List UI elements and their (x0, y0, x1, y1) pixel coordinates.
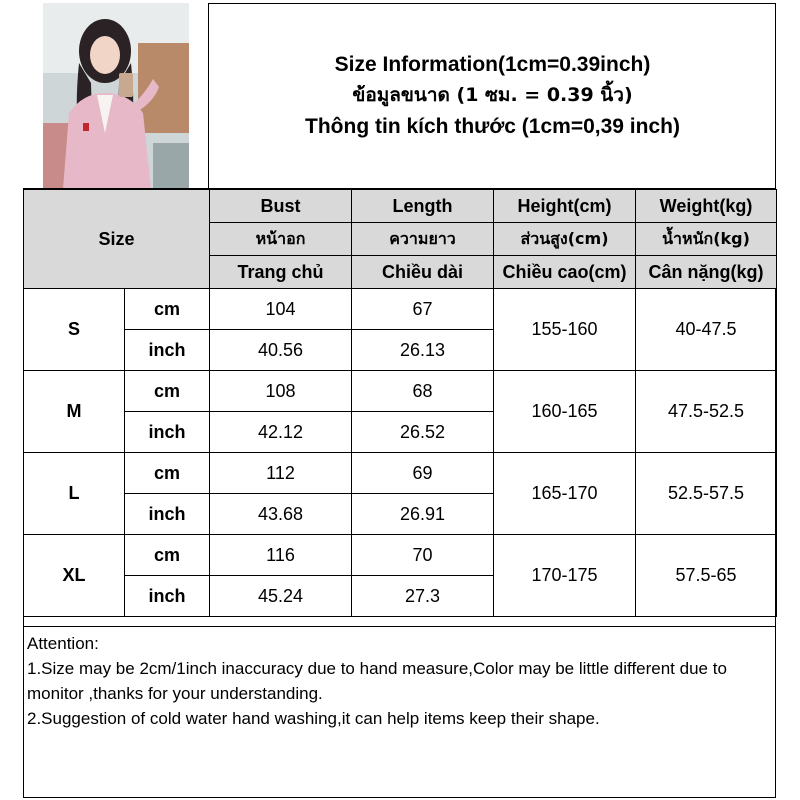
length-cm-value: 67 (352, 289, 494, 330)
col-bust-vi: Trang chủ (210, 256, 352, 289)
length-cm-value: 68 (352, 371, 494, 412)
title-english: Size Information(1cm=0.39inch) (334, 53, 651, 76)
bust-cm-value: 112 (210, 453, 352, 494)
bust-cm-value: 104 (210, 289, 352, 330)
bust-inch-value: 42.12 (210, 412, 352, 453)
col-length-vi: Chiều dài (352, 256, 494, 289)
weight-range: 57.5-65 (636, 535, 777, 617)
unit-inch: inch (125, 576, 210, 617)
title-vietnamese: Thông tin kích thước (1cm=0,39 inch) (305, 115, 680, 138)
col-length-en: Length (352, 190, 494, 223)
bust-cm-value: 116 (210, 535, 352, 576)
col-weight-en: Weight(kg) (636, 190, 777, 223)
size-table (23, 189, 777, 617)
attention-heading: Attention: (27, 634, 99, 653)
unit-cm: cm (125, 535, 210, 576)
size-label-s: S (24, 289, 125, 371)
height-range: 165-170 (494, 453, 636, 535)
col-bust-th: หน้าอก (210, 223, 352, 256)
bust-inch-value: 40.56 (210, 330, 352, 371)
unit-inch: inch (125, 330, 210, 371)
unit-cm: cm (125, 453, 210, 494)
bust-inch-value: 43.68 (210, 494, 352, 535)
unit-cm: cm (125, 371, 210, 412)
weight-range: 40-47.5 (636, 289, 777, 371)
length-inch-value: 26.13 (352, 330, 494, 371)
height-range: 170-175 (494, 535, 636, 617)
size-information-header (209, 3, 776, 189)
unit-inch: inch (125, 494, 210, 535)
attention-notes (23, 626, 776, 798)
col-bust-en: Bust (210, 190, 352, 223)
size-label-l: L (24, 453, 125, 535)
col-height-vi: Chiều cao(cm) (494, 256, 636, 289)
bust-inch-value: 45.24 (210, 576, 352, 617)
note-washing: 2.Suggestion of cold water hand washing,it can help items keep their shape. (27, 709, 600, 728)
height-range: 155-160 (494, 289, 636, 371)
length-inch-value: 26.91 (352, 494, 494, 535)
weight-range: 47.5-52.5 (636, 371, 777, 453)
col-weight-th: น้ำหนัก(kg) (636, 223, 777, 256)
model-photo-illustration (43, 3, 189, 189)
product-photo (23, 3, 209, 189)
unit-inch: inch (125, 412, 210, 453)
length-cm-value: 69 (352, 453, 494, 494)
length-cm-value: 70 (352, 535, 494, 576)
length-inch-value: 27.3 (352, 576, 494, 617)
weight-range: 52.5-57.5 (636, 453, 777, 535)
title-thai: ข้อมูลขนาด (1 ซม. = 0.39 นิ้ว) (352, 84, 633, 106)
height-range: 160-165 (494, 371, 636, 453)
length-inch-value: 26.52 (352, 412, 494, 453)
col-weight-vi: Cân nặng(kg) (636, 256, 777, 289)
col-height-en: Height(cm) (494, 190, 636, 223)
bust-cm-value: 108 (210, 371, 352, 412)
unit-cm: cm (125, 289, 210, 330)
note-measurement: 1.Size may be 2cm/1inch inaccuracy due to hand measure,Color may be little different due to monitor ,thanks for your understanding. (27, 659, 727, 703)
size-label-xl: XL (24, 535, 125, 617)
size-label-m: M (24, 371, 125, 453)
col-length-th: ความยาว (352, 223, 494, 256)
size-header-cell: Size (24, 190, 210, 289)
col-height-th: ส่วนสูง(cm) (494, 223, 636, 256)
